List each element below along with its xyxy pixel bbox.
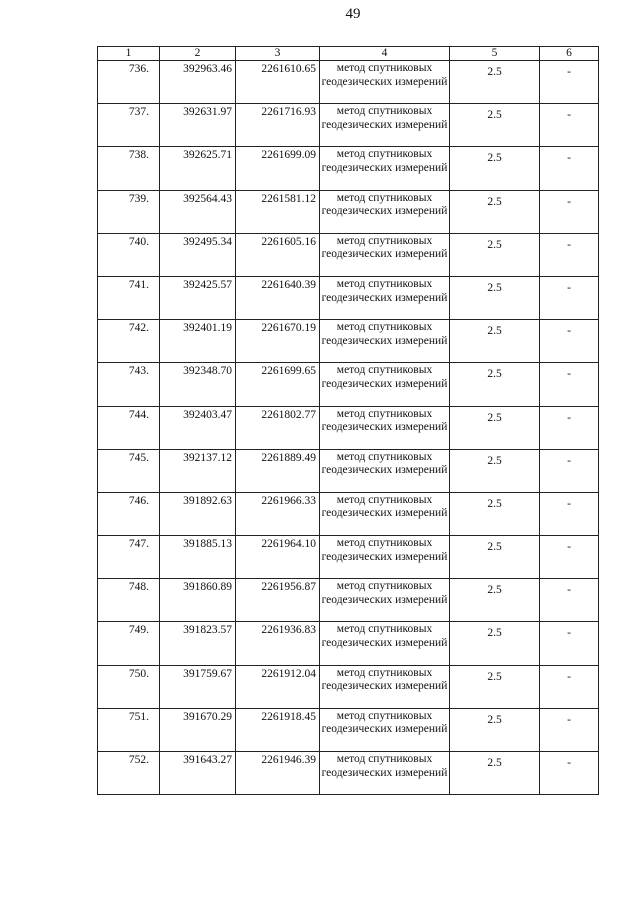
- coordinate-y-cell: 2261936.83: [236, 622, 320, 665]
- note-cell: -: [540, 61, 599, 104]
- accuracy-cell: 2.5: [450, 752, 540, 795]
- accuracy-cell: 2.5: [450, 276, 540, 319]
- table-row: [98, 233, 599, 276]
- coordinate-x-cell: 392963.46: [160, 61, 236, 104]
- coordinate-x-cell: 392564.43: [160, 190, 236, 233]
- method-cell: метод спутниковых геодезических измерений: [320, 406, 450, 449]
- method-cell: метод спутниковых геодезических измерений: [320, 579, 450, 622]
- table-row: [98, 276, 599, 319]
- table-row: [98, 665, 599, 708]
- coordinate-y-cell: 2261581.12: [236, 190, 320, 233]
- note-cell: -: [540, 190, 599, 233]
- note-cell: -: [540, 320, 599, 363]
- point-number-cell: 743.: [98, 363, 160, 406]
- table-row: [98, 492, 599, 535]
- point-number-cell: 749.: [98, 622, 160, 665]
- coordinate-y-cell: 2261699.65: [236, 363, 320, 406]
- note-cell: -: [540, 536, 599, 579]
- coordinate-x-cell: 392625.71: [160, 147, 236, 190]
- accuracy-cell: 2.5: [450, 61, 540, 104]
- table-row: [98, 320, 599, 363]
- accuracy-cell: 2.5: [450, 536, 540, 579]
- note-cell: -: [540, 406, 599, 449]
- coordinate-y-cell: 2261699.09: [236, 147, 320, 190]
- point-number-cell: 740.: [98, 233, 160, 276]
- coordinate-x-cell: 391823.57: [160, 622, 236, 665]
- table-row: [98, 147, 599, 190]
- coordinate-y-cell: 2261802.77: [236, 406, 320, 449]
- note-cell: -: [540, 665, 599, 708]
- coordinate-x-cell: 391860.89: [160, 579, 236, 622]
- coordinate-y-cell: 2261640.39: [236, 276, 320, 319]
- coordinate-y-cell: 2261918.45: [236, 708, 320, 751]
- method-cell: метод спутниковых геодезических измерений: [320, 752, 450, 795]
- note-cell: -: [540, 449, 599, 492]
- method-cell: метод спутниковых геодезических измерений: [320, 708, 450, 751]
- point-number-cell: 736.: [98, 61, 160, 104]
- point-number-cell: 738.: [98, 147, 160, 190]
- accuracy-cell: 2.5: [450, 449, 540, 492]
- note-cell: -: [540, 233, 599, 276]
- coordinate-x-cell: 391759.67: [160, 665, 236, 708]
- coordinate-x-cell: 392137.12: [160, 449, 236, 492]
- method-cell: метод спутниковых геодезических измерений: [320, 104, 450, 147]
- method-cell: метод спутниковых геодезических измерений: [320, 363, 450, 406]
- method-cell: метод спутниковых геодезических измерений: [320, 622, 450, 665]
- table-row: [98, 449, 599, 492]
- coordinate-y-cell: 2261889.49: [236, 449, 320, 492]
- coordinates-table: [97, 46, 599, 795]
- table-row: [98, 579, 599, 622]
- accuracy-cell: 2.5: [450, 492, 540, 535]
- coordinate-y-cell: 2261946.39: [236, 752, 320, 795]
- accuracy-cell: 2.5: [450, 320, 540, 363]
- point-number-cell: 744.: [98, 406, 160, 449]
- note-cell: -: [540, 104, 599, 147]
- accuracy-cell: 2.5: [450, 363, 540, 406]
- accuracy-cell: 2.5: [450, 233, 540, 276]
- accuracy-cell: 2.5: [450, 665, 540, 708]
- method-cell: метод спутниковых геодезических измерений: [320, 147, 450, 190]
- accuracy-cell: 2.5: [450, 579, 540, 622]
- coordinate-x-cell: 392495.34: [160, 233, 236, 276]
- header-cell: 6: [540, 47, 599, 61]
- coordinate-y-cell: 2261964.10: [236, 536, 320, 579]
- point-number-cell: 737.: [98, 104, 160, 147]
- note-cell: -: [540, 708, 599, 751]
- method-cell: метод спутниковых геодезических измерений: [320, 536, 450, 579]
- accuracy-cell: 2.5: [450, 708, 540, 751]
- coordinate-x-cell: 392348.70: [160, 363, 236, 406]
- coordinate-y-cell: 2261912.04: [236, 665, 320, 708]
- point-number-cell: 750.: [98, 665, 160, 708]
- table-header: [98, 47, 599, 61]
- table-row: [98, 708, 599, 751]
- coordinate-x-cell: 391885.13: [160, 536, 236, 579]
- point-number-cell: 739.: [98, 190, 160, 233]
- method-cell: метод спутниковых геодезических измерений: [320, 665, 450, 708]
- header-cell: 2: [160, 47, 236, 61]
- coordinate-x-cell: 391892.63: [160, 492, 236, 535]
- point-number-cell: 747.: [98, 536, 160, 579]
- header-cell: 5: [450, 47, 540, 61]
- note-cell: -: [540, 276, 599, 319]
- point-number-cell: 751.: [98, 708, 160, 751]
- coordinate-y-cell: 2261610.65: [236, 61, 320, 104]
- header-cell: 1: [98, 47, 160, 61]
- coordinate-x-cell: 392401.19: [160, 320, 236, 363]
- coordinate-x-cell: 392631.97: [160, 104, 236, 147]
- method-cell: метод спутниковых геодезических измерений: [320, 449, 450, 492]
- method-cell: метод спутниковых геодезических измерений: [320, 61, 450, 104]
- coordinate-y-cell: 2261605.16: [236, 233, 320, 276]
- header-cell: 4: [320, 47, 450, 61]
- coordinate-y-cell: 2261716.93: [236, 104, 320, 147]
- coordinate-x-cell: 392425.57: [160, 276, 236, 319]
- point-number-cell: 752.: [98, 752, 160, 795]
- accuracy-cell: 2.5: [450, 622, 540, 665]
- coordinate-x-cell: 391643.27: [160, 752, 236, 795]
- accuracy-cell: 2.5: [450, 406, 540, 449]
- note-cell: -: [540, 622, 599, 665]
- coordinate-x-cell: 392403.47: [160, 406, 236, 449]
- table-row: [98, 363, 599, 406]
- method-cell: метод спутниковых геодезических измерений: [320, 190, 450, 233]
- table-row: [98, 536, 599, 579]
- note-cell: -: [540, 363, 599, 406]
- accuracy-cell: 2.5: [450, 147, 540, 190]
- point-number-cell: 745.: [98, 449, 160, 492]
- page-number: 49: [345, 6, 361, 22]
- method-cell: метод спутниковых геодезических измерений: [320, 492, 450, 535]
- point-number-cell: 742.: [98, 320, 160, 363]
- header-row: [98, 47, 599, 61]
- coordinate-y-cell: 2261956.87: [236, 579, 320, 622]
- accuracy-cell: 2.5: [450, 104, 540, 147]
- accuracy-cell: 2.5: [450, 190, 540, 233]
- table-row: [98, 190, 599, 233]
- point-number-cell: 746.: [98, 492, 160, 535]
- table-row: [98, 622, 599, 665]
- note-cell: -: [540, 752, 599, 795]
- method-cell: метод спутниковых геодезических измерений: [320, 233, 450, 276]
- table-row: [98, 752, 599, 795]
- coordinate-x-cell: 391670.29: [160, 708, 236, 751]
- coordinate-y-cell: 2261670.19: [236, 320, 320, 363]
- table-row: [98, 406, 599, 449]
- point-number-cell: 748.: [98, 579, 160, 622]
- table-body: [98, 61, 599, 795]
- coordinate-y-cell: 2261966.33: [236, 492, 320, 535]
- method-cell: метод спутниковых геодезических измерений: [320, 276, 450, 319]
- table-row: [98, 104, 599, 147]
- point-number-cell: 741.: [98, 276, 160, 319]
- note-cell: -: [540, 147, 599, 190]
- note-cell: -: [540, 579, 599, 622]
- note-cell: -: [540, 492, 599, 535]
- method-cell: метод спутниковых геодезических измерений: [320, 320, 450, 363]
- header-cell: 3: [236, 47, 320, 61]
- table-row: [98, 61, 599, 104]
